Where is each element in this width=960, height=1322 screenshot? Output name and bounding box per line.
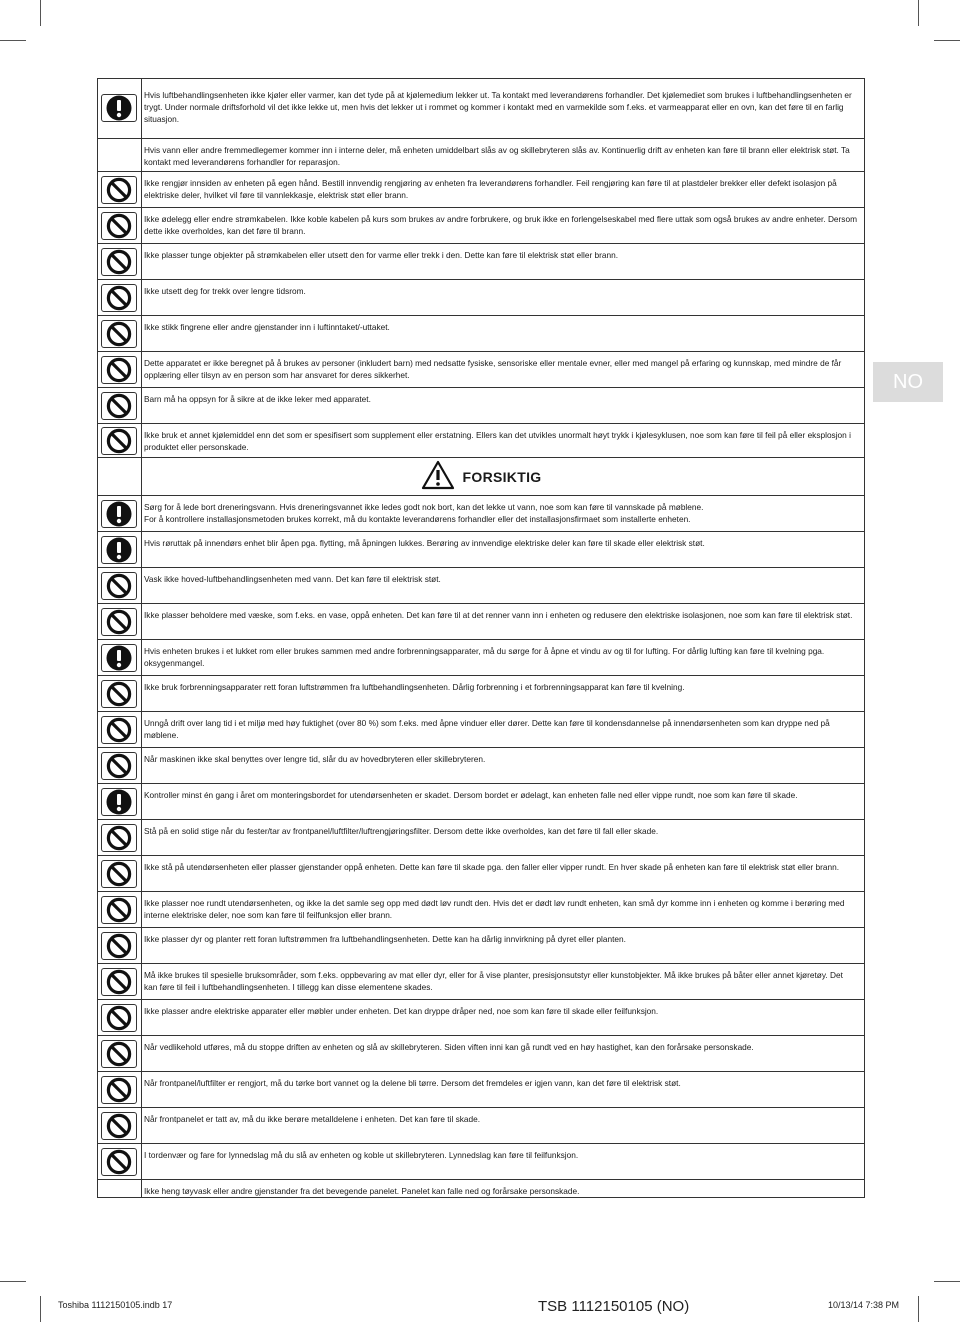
prohibited-icon [101, 248, 137, 276]
prohibited-icon [101, 176, 137, 204]
warning-row [98, 279, 864, 316]
caution-text: Når frontpanelet er tatt av, må du ikke berøre metalldelene i enheten. Det kan føre til skade. [144, 1114, 481, 1124]
prohibited-icon [101, 427, 137, 455]
prohibited-icon [101, 968, 137, 996]
caution-text: I tordenvær og fare for lynnedslag må du slå av enheten og koble ut skillebryteren. Lynnedslag kan føre til feilfunksjon. [144, 1150, 579, 1160]
caution-row [98, 819, 864, 856]
caution-row [98, 495, 864, 532]
warning-row [98, 423, 864, 458]
caution-row [98, 675, 864, 712]
caution-text: Stå på en solid stige når du fester/tar av frontpanel/luftfilter/luftrengjøringsfilter. Dersom dette ikke overholdes, kan det føre til fall eller skade. [144, 826, 659, 836]
warning-text: Ikke rengjør innsiden av enheten på egen hånd. Bestill innvendig rengjøring av enheten fra leverandørens forhandler. Feil rengjøring kan føre til at plastdeler brekker eller defekt isolasjon på elektriske deler, hvilket vil føre til vannlekkasje, elektrisk støt eller brann. [144, 178, 837, 200]
warning-triangle-icon [421, 460, 455, 495]
caution-text: Når maskinen ikke skal benyttes over lengre tid, slår du av hovedbryteren eller skillebryteren. [144, 754, 486, 764]
caution-row [98, 603, 864, 640]
prohibited-icon [101, 716, 137, 744]
caution-row [98, 1107, 864, 1144]
warning-row [98, 315, 864, 352]
caution-row [98, 639, 864, 676]
caution-title: FORSIKTIG [462, 469, 542, 485]
mandatory-icon [101, 788, 137, 816]
prohibited-icon [101, 1004, 137, 1032]
caution-row [98, 855, 864, 892]
mandatory-icon [101, 500, 137, 528]
crop-mark [40, 0, 41, 26]
prohibited-icon [101, 1040, 137, 1068]
caution-text: Må ikke brukes til spesielle bruksområder, som f.eks. oppbevaring av mat eller dyr, eller for å vise planter, presisjonsutstyr eller kunstobjekter. Må ikke brukes på båter eller annet kjøretøy. Det kan føre til feil i luftbehandlingsenheten. I tillegg kan disse elementene skades. [144, 970, 843, 992]
caution-row [98, 963, 864, 1000]
caution-text: Hvis røruttak på innendørs enhet blir åpen pga. flytting, må åpningen lukkes. Berøring av innvendige elektriske deler kan føre til skade eller elektrisk støt. [144, 538, 705, 548]
caution-row [98, 1143, 864, 1180]
intro-text: Hvis luftbehandlingsenheten ikke kjøler eller varmer, kan det tyde på at kjølemedium lekker ut. Ta kontakt med leverandørens forhandler. Det kjølemediet som brukes i luftbehandlingsenheten er trygt. Under normale driftsforhold vil det ikke lekke ut, men hvis det lekker ut i rommet og kommer i kontakt med en varmekilde som f.eks. et varmeapparat eller en ovn, kan det føre til en farlig situasjon. [144, 90, 852, 124]
warning-text: Dette apparatet er ikke beregnet på å brukes av personer (inkludert barn) med nedsatte fysiske, sensoriske eller mentale evner, eller med mangel på erfaring og kunnskap, med mindre de får opplæring eller tilsyn av en person som har ansvaret for deres sikkerhet. [144, 358, 842, 380]
caution-text: Ikke bruk forbrenningsapparater rett foran luftstrømmen fra luftbehandlingsenheten. Dårlig forbrenning i et forbrenningsapparat kan føre til kvelning. [144, 682, 685, 692]
prohibited-icon [101, 896, 137, 924]
crop-mark [934, 1281, 960, 1282]
caution-text: Unngå drift over lang tid i et miljø med høy fuktighet (over 80 %) som f.eks. med åpne vinduer eller dører. Dette kan føre til kondensdannelse på innendørsenheten som kan dryppe ned på møblene. [144, 718, 830, 740]
mandatory-icon [101, 536, 137, 564]
warning-text: Hvis vann eller andre fremmedlegemer kommer inn i interne deler, må enheten umiddelbart slås av og skillebryteren slås av. Kontinuerlig drift av enheten kan føre til brann eller elektrisk støt. Ta kontakt med leverandørens forhandler for reparasjon. [144, 145, 850, 167]
warning-text: Ikke plasser tunge objekter på strømkabelen eller utsett den for varme eller trekk i den. Dette kan føre til elektrisk støt eller brann. [144, 250, 619, 260]
prohibited-icon [101, 392, 137, 420]
caution-row [98, 747, 864, 784]
footer-datetime: 10/13/14 7:38 PM [828, 1300, 900, 1310]
caution-text: Når vedlikehold utføres, må du stoppe driften av enheten og slå av skillebryteren. Siden viften inni kan gå rundt ved en høy hastighet, kan den forårsake personskade. [144, 1042, 754, 1052]
prohibited-icon [101, 1112, 137, 1140]
language-tab [873, 362, 943, 402]
mandatory-icon [101, 644, 137, 672]
prohibited-icon [101, 284, 137, 312]
warning-text: Ikke ødelegg eller endre strømkabelen. Ikke koble kabelen på kurs som brukes av andre forbrukere, og bruk ikke en forlengelseskabel med flere uttak som også brukes av andre enheter. Dersom dette ikke overholdes, kan det føre til brann. [144, 214, 857, 236]
caution-row [98, 1179, 864, 1200]
prohibited-icon [101, 608, 137, 636]
crop-mark [0, 1281, 26, 1282]
crop-mark [918, 1296, 919, 1322]
warning-text: Ikke utsett deg for trekk over lengre tidsrom. [144, 286, 306, 296]
caution-row [98, 531, 864, 568]
warning-row [98, 138, 864, 172]
caution-row [98, 711, 864, 748]
caution-text: Ikke stå på utendørsenheten eller plasser gjenstander oppå enheten. Dette kan føre til skade pga. den faller eller vipper rundt. En hver skade på enheten kan føre til elektrisk støt eller brann. [144, 862, 840, 872]
prohibited-icon [101, 752, 137, 780]
caution-row [98, 999, 864, 1036]
caution-row [98, 927, 864, 964]
footer-code: TSB 1112150105 (NO) [538, 1298, 690, 1315]
caution-row [98, 1035, 864, 1072]
warning-row [98, 351, 864, 388]
caution-text: Ikke heng tøyvask eller andre gjenstander fra det bevegende panelet. Panelet kan falle ned og forårsake personskade. [144, 1186, 580, 1196]
safety-table [97, 78, 865, 1198]
warning-text: Ikke stikk fingrene eller andre gjenstander inn i luftinntaket/-uttaket. [144, 322, 390, 332]
prohibited-icon [101, 212, 137, 240]
caution-text: Ikke plasser andre elektriske apparater eller møbler under enheten. Det kan dryppe dråper ned, noe som kan føre til skade eller feilfunksjon. [144, 1006, 659, 1016]
caution-text: Ikke plasser noe rundt utendørsenheten, og ikke la det samle seg opp med dødt løv rundt den. Hvis det er dødt løv rundt enheten, kan små dyr komme inn i enheten og komme i berøring med interne elektriske deler, noe som kan føre til feilfunksjon eller brann. [144, 898, 845, 920]
prohibited-icon [101, 932, 137, 960]
caution-text: Ikke plasser beholdere med væske, som f.eks. en vase, oppå enheten. Det kan føre til at det renner vann inn i enheten og redusere den elektriske isolasjonen, noe som kan føre til elektrisk støt. [144, 610, 853, 620]
prohibited-icon [101, 680, 137, 708]
prohibited-icon [101, 320, 137, 348]
caution-text: Kontroller minst én gang i året om monteringsbordet for utendørsenheten er skadet. Dersom bordet er ødelagt, kan enheten falle ned eller vippe rundt, noe som kan føre til skade. [144, 790, 798, 800]
footer-file: Toshiba 1112150105.indb 17 [58, 1300, 173, 1310]
intro-row [98, 79, 864, 138]
caution-text: Sørg for å lede bort dreneringsvann. Hvis dreneringsvannet ikke ledes godt nok bort, kan det lekke ut vann, noe som kan føre til vannskade på møblene. For å kontrollere installasjonsmetoden brukes korrekt, må du kontakte leverandørens forhandler eller det installasjonsfirmaet som installerte enheten. [144, 502, 704, 524]
caution-text: Ikke plasser dyr og planter rett foran luftstrømmen fra luftbehandlingsenheten. Dette kan ha dårlig innvirkning på dyret eller planten. [144, 934, 626, 944]
warning-text: Ikke bruk et annet kjølemiddel enn det som er spesifisert som supplement eller erstatning. Ellers kan det utvikles unormalt høyt trykk i kjølesyklusen, noe som kan føre til feil på eller eksplosjon i produktet eller personskade. [144, 430, 851, 452]
warning-row [98, 171, 864, 208]
prohibited-icon [101, 572, 137, 600]
caution-heading [98, 457, 864, 496]
crop-mark [934, 40, 960, 41]
warning-row [98, 207, 864, 244]
prohibited-icon [101, 1148, 137, 1176]
warning-row [98, 387, 864, 424]
caution-text: Når frontpanel/luftfilter er rengjort, må du tørke bort vannet og la delene bli tørre. Dersom det fremdeles er igjen vann, kan det føre til elektrisk støt. [144, 1078, 681, 1088]
caution-row [98, 567, 864, 604]
caution-text: Hvis enheten brukes i et lukket rom eller brukes sammen med andre forbrenningsapparater, må du sørge for å åpne et vindu av og til for lufting. For dårlig lufting kan føre til kvelning pga. oksygenmangel. [144, 646, 825, 668]
warning-row [98, 243, 864, 280]
warning-text: Barn må ha oppsyn for å sikre at de ikke leker med apparatet. [144, 394, 371, 404]
prohibited-icon [101, 860, 137, 888]
caution-row [98, 1071, 864, 1108]
crop-mark [40, 1296, 41, 1322]
prohibited-icon [101, 356, 137, 384]
caution-row [98, 891, 864, 928]
mandatory-icon [101, 94, 137, 122]
caution-text: Vask ikke hoved-luftbehandlingsenheten med vann. Det kan føre til elektrisk støt. [144, 574, 441, 584]
crop-mark [0, 40, 26, 41]
language-tab-label: NO [893, 370, 923, 393]
prohibited-icon [101, 1076, 137, 1104]
prohibited-icon [101, 824, 137, 852]
crop-mark [918, 0, 919, 26]
caution-row [98, 783, 864, 820]
